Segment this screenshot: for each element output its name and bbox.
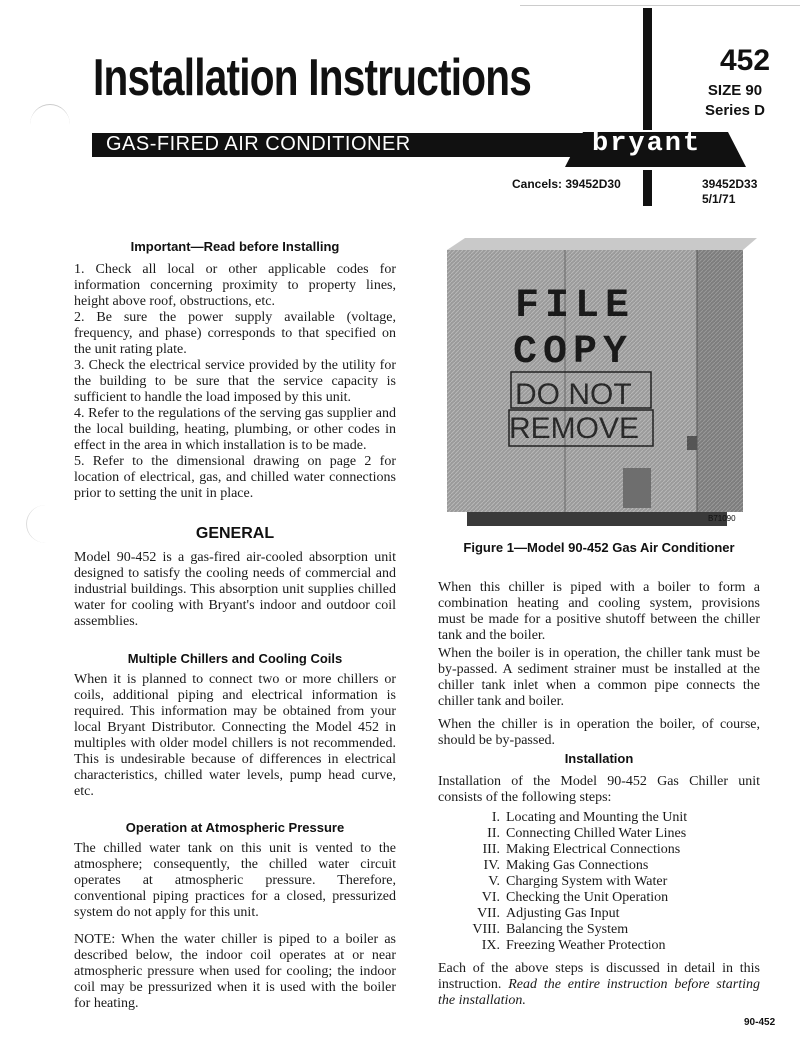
step-item (438, 890, 760, 906)
subtitle-text: GAS-FIRED AIR CONDITIONER (106, 133, 411, 155)
step-number: VII. (477, 906, 500, 921)
step-item (438, 922, 760, 938)
step-number: IV. (483, 858, 500, 873)
step-number: VI. (481, 890, 500, 905)
installation-intro: Installation of the Model 90-452 Gas Chiller unit consists of the following steps: (438, 774, 760, 805)
step-text: Freezing Weather Protection (506, 938, 666, 953)
stamp-line-remove: REMOVE (509, 412, 640, 445)
size-label: SIZE 90 (707, 82, 763, 99)
step-number: III. (482, 842, 500, 857)
installation-steps (438, 810, 760, 954)
closing-italic: Read the entire instruction before starting the installation. (438, 977, 760, 1008)
top-rule (520, 5, 800, 6)
step-item (438, 938, 760, 954)
important-item: 1. Check all local or other applicable codes for information concerning proximity to property lines, height above roof, obstructions, etc. (74, 262, 396, 309)
step-item (438, 810, 760, 826)
step-text: Balancing the System (506, 922, 629, 937)
multiple-chillers-heading: Multiple Chillers and Cooling Coils (127, 651, 343, 666)
general-section (74, 550, 396, 630)
page-title: Installation Instructions (93, 49, 531, 107)
scan-mark (30, 104, 70, 145)
doc-date: 5/1/71 (702, 192, 736, 206)
brand-logo: bryant (592, 129, 702, 159)
figure-caption: Figure 1—Model 90-452 Gas Air Conditioner (463, 540, 735, 555)
bypass-paragraph: When the boiler is in operation, the chiller tank must be by-passed. A sediment strainer must be installed at the chiller tank inlet when a common pipe connects the chiller tank and boiler. (438, 646, 760, 709)
step-number: IX. (481, 938, 500, 953)
stamp-line-do-not: DO NOT (515, 378, 632, 411)
installation-intro-section (438, 774, 760, 806)
step-number: VIII. (472, 922, 500, 937)
step-item (438, 826, 760, 842)
step-number: II. (487, 826, 500, 841)
installation-heading: Installation (564, 751, 634, 766)
closing-paragraph (438, 961, 760, 1009)
step-number: I. (491, 810, 500, 825)
important-item: 4. Refer to the regulations of the serving gas supplier and the local building, heating, plumbing, or other codes in effect in the area in which installation is to be made. (74, 406, 396, 453)
step-number: V. (488, 874, 500, 889)
important-item: 2. Be sure the power supply available (voltage, frequency, and phase) corresponds to that specified on the unit rating plate. (74, 310, 396, 357)
important-heading: Important—Read before Installing (130, 239, 340, 254)
step-item (438, 858, 760, 874)
boiler-paragraph: When this chiller is piped with a boiler to form a combination heating and cooling system, provisions must be made for a positive shutoff between the chiller tank and the boiler. (438, 580, 760, 643)
cancels-label: Cancels: 39452D30 (512, 177, 621, 191)
operation-paragraph: The chilled water tank on this unit is vented to the atmosphere; consequently, the chilled water circuit operates at atmospheric pressure. Therefore, conventional piping practices for a closed, pressurized system do not apply for this unit. (74, 841, 396, 920)
step-text: Making Electrical Connections (506, 842, 681, 857)
series-label: Series D (704, 102, 766, 119)
important-list (74, 262, 396, 502)
multiple-chillers-paragraph: When it is planned to connect two or more chillers or coils, additional piping and electrical information is required. This information may be obtained from your local Bryant Distributor. Connecting the Model 452 in multiples with older model chillers is not recommended. This is undesirable because of differences in electrical characteristics, chilled water levels, pump head curve, etc. (74, 672, 396, 799)
model-number: 452 (719, 44, 771, 77)
step-text: Adjusting Gas Input (506, 906, 620, 921)
operation-heading: Operation at Atmospheric Pressure (125, 820, 345, 835)
note-paragraph: NOTE: When the water chiller is piped to a boiler as described below, the indoor coil operates at or near atmospheric pressure when used for cooling; the indoor coil may be pressurized when it is used with the boiler for heating. (74, 932, 396, 1011)
stamp-line-file: FILE (515, 284, 636, 329)
important-item: 3. Check the electrical service provided by the utility for the building to be sure that the service capacity is sufficient to handle the load imposed by this unit. (74, 358, 396, 405)
header-vertical-bar (643, 8, 652, 130)
scan-mark (26, 505, 65, 543)
step-text: Connecting Chilled Water Lines (506, 826, 687, 841)
general-paragraph: Model 90-452 is a gas-fired air-cooled absorption unit designed to satisfy the cooling needs of commercial and industrial buildings. This absorption unit supplies chilled water for cooling with Bryant's indoor and outdoor coil assemblies. (74, 550, 396, 629)
page-footer: 90-452 (744, 1017, 776, 1028)
operation-section (74, 841, 396, 921)
closing-text: Each of the above steps is discussed in detail in this instruction. (438, 961, 760, 992)
header-vertical-bar-lower (643, 170, 652, 206)
stamp-line-copy: COPY (513, 330, 634, 375)
note-section (74, 932, 396, 1012)
doc-number-text: 39452D33 (702, 177, 758, 191)
step-text: Charging System with Water (506, 874, 668, 889)
step-item (438, 842, 760, 858)
closing-section (438, 961, 760, 1009)
step-item (438, 906, 760, 922)
boiler-section (438, 580, 760, 644)
step-item (438, 874, 760, 890)
bypass-section (438, 646, 760, 710)
step-text: Checking the Unit Operation (506, 890, 669, 905)
chiller-operation-section (438, 717, 760, 749)
step-text: Locating and Mounting the Unit (506, 810, 688, 825)
unit-photo (447, 238, 757, 530)
photo-code: B71090 (708, 514, 736, 523)
multiple-chillers-section (74, 672, 396, 800)
step-text: Making Gas Connections (506, 858, 649, 873)
general-heading: GENERAL (195, 525, 275, 542)
important-item: 5. Refer to the dimensional drawing on page 2 for location of electrical, gas, and chilled water connections prior to setting the unit in place. (74, 454, 396, 501)
chiller-operation-paragraph: When the chiller is in operation the boiler, of course, should be by-passed. (438, 717, 760, 748)
document-number (702, 177, 757, 207)
